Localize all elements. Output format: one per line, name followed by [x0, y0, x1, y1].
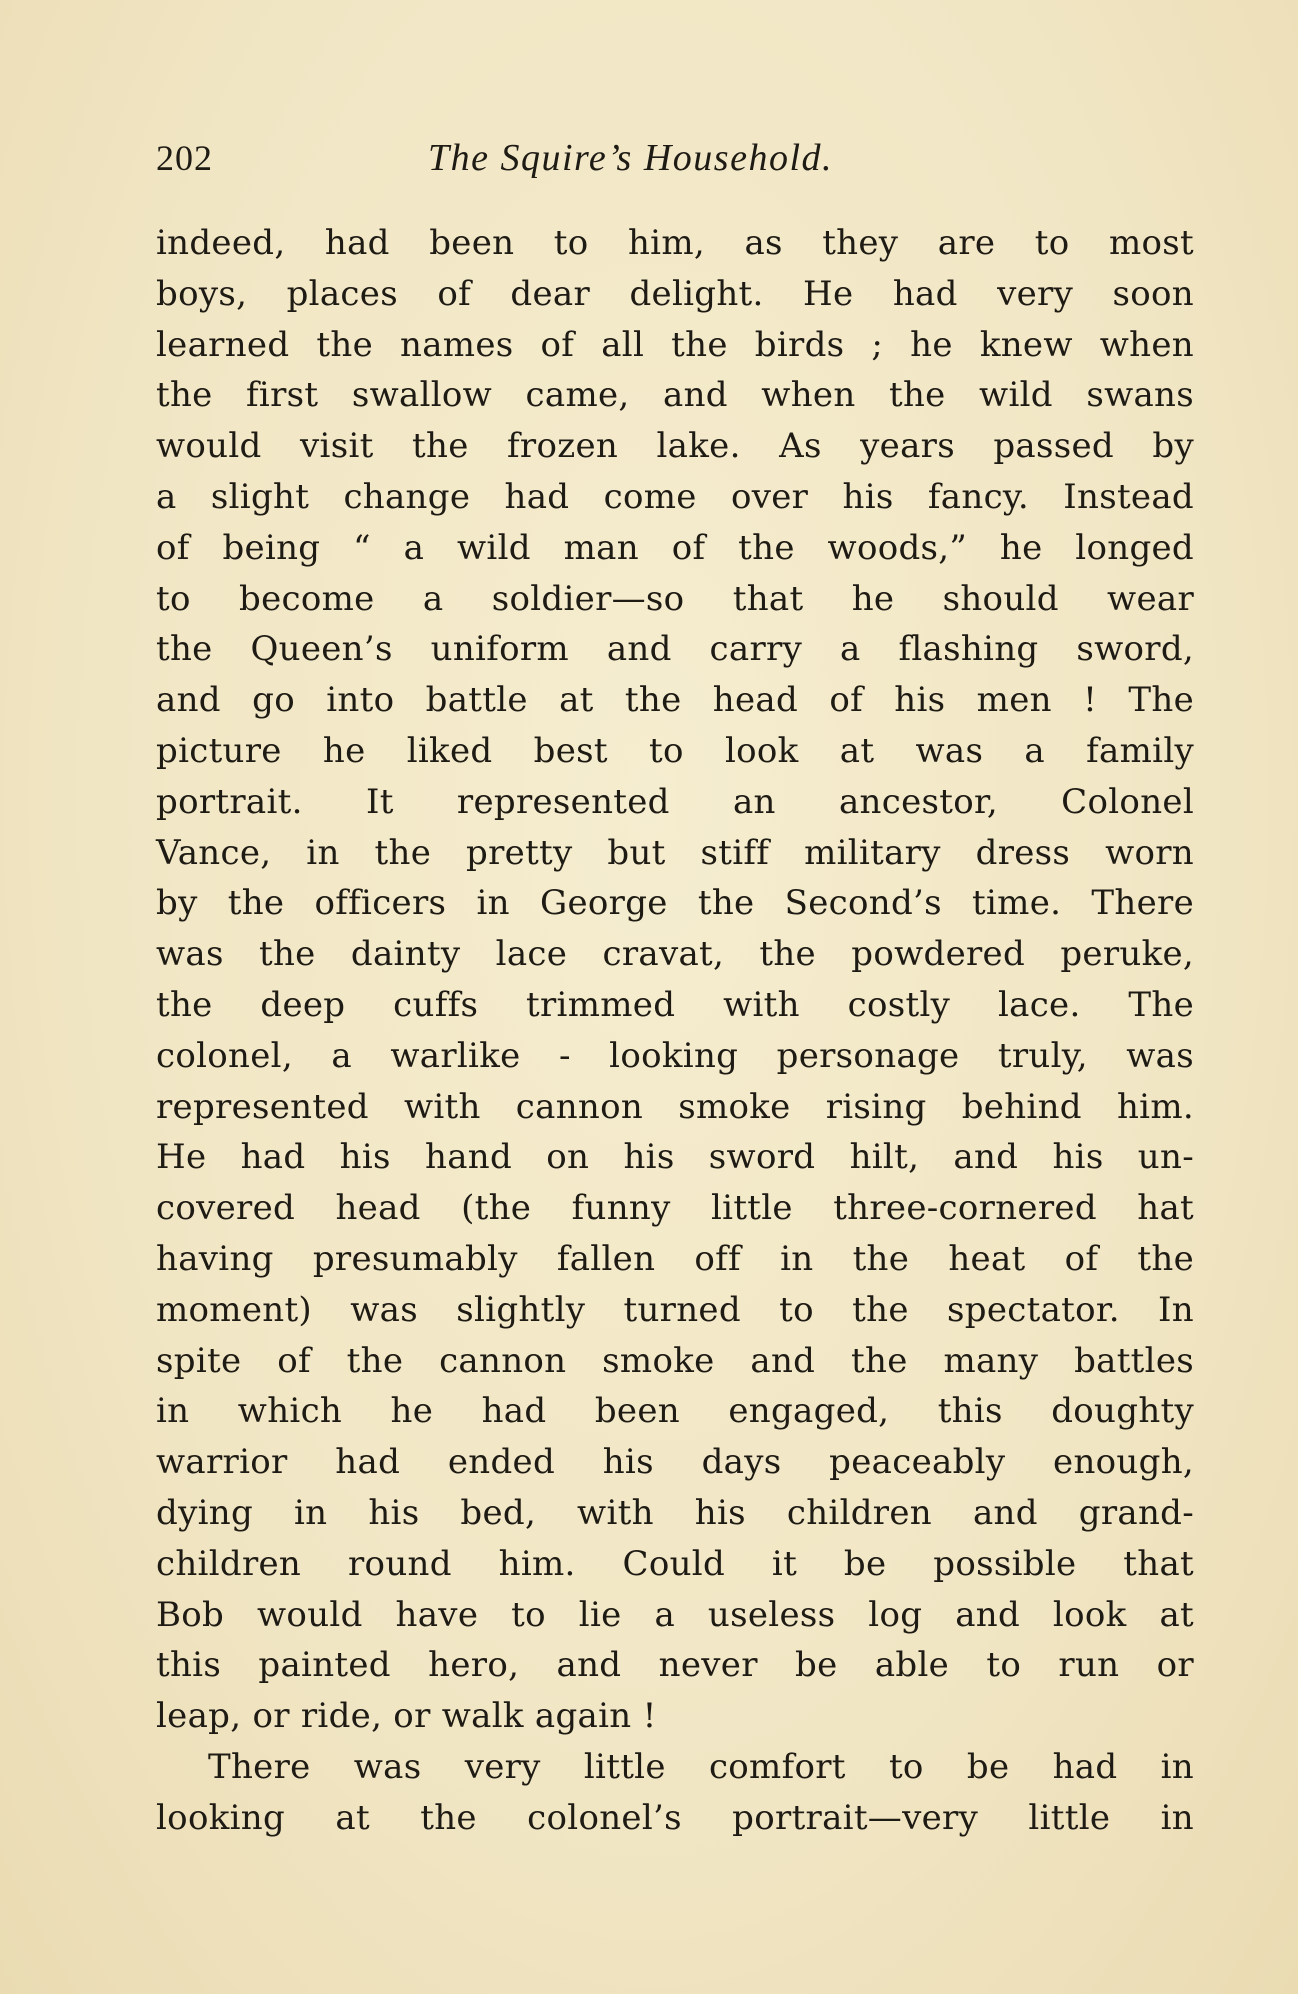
text-line: a slight change had come over his fancy. Instead — [156, 476, 1194, 517]
text-line: would visit the frozen lake. As years passed by — [156, 426, 1194, 467]
text-line: portrait. It represented an ancestor, Colonel — [156, 781, 1194, 822]
text-line: He had his hand on his sword hilt, and his un- — [156, 1137, 1194, 1178]
text-line: dying in his bed, with his children and grand- — [156, 1492, 1194, 1533]
text-line: looking at the colonel’s portrait—very little in — [156, 1797, 1194, 1838]
text-line: colonel, a warlike - looking personage truly, was — [156, 1035, 1194, 1076]
text-line: of being “ a wild man of the woods,” he longed — [156, 527, 1194, 568]
text-line: the deep cuffs trimmed with costly lace. The — [156, 984, 1194, 1025]
text-line: having presumably fallen off in the heat of the — [156, 1238, 1194, 1279]
text-line: covered head (the funny little three-cornered hat — [156, 1188, 1194, 1229]
text-line: There was very little comfort to be had in — [208, 1746, 1194, 1787]
text-line: spite of the cannon smoke and the many battles — [156, 1340, 1194, 1381]
text-line: moment) was slightly turned to the spectator. In — [156, 1289, 1194, 1330]
text-line: boys, places of dear delight. He had very soon — [156, 273, 1194, 314]
text-line: warrior had ended his days peaceably enough, — [156, 1442, 1194, 1483]
text-line: and go into battle at the head of his men ! The — [156, 680, 1194, 721]
text-line: Bob would have to lie a useless log and look at — [156, 1594, 1194, 1635]
text-line: represented with cannon smoke rising behind him. — [156, 1086, 1194, 1127]
text-line: was the dainty lace cravat, the powdered peruke, — [156, 934, 1194, 975]
text-line: this painted hero, and never be able to run or — [156, 1645, 1194, 1686]
text-line: learned the names of all the birds ; he knew when — [156, 324, 1194, 365]
body-text — [156, 218, 1194, 1844]
text-line: in which he had been engaged, this doughty — [156, 1391, 1194, 1432]
text-line: the first swallow came, and when the wild swans — [156, 375, 1194, 416]
text-line: picture he liked best to look at was a family — [156, 730, 1194, 771]
running-title: The Squire’s Household. — [428, 137, 833, 179]
text-line: indeed, had been to him, as they are to most — [156, 223, 1194, 263]
text-line: the Queen’s uniform and carry a flashing sword, — [156, 629, 1194, 670]
text-line: by the officers in George the Second’s time. There — [156, 883, 1194, 924]
text-line: Vance, in the pretty but stiff military dress worn — [156, 832, 1194, 873]
page-header — [156, 128, 1196, 188]
text-line: children round him. Could it be possible that — [156, 1543, 1194, 1584]
page-number: 202 — [156, 138, 213, 178]
text-line: to become a soldier—so that he should wear — [156, 578, 1194, 619]
text-line: leap, or ride, or walk again ! — [156, 1696, 657, 1737]
